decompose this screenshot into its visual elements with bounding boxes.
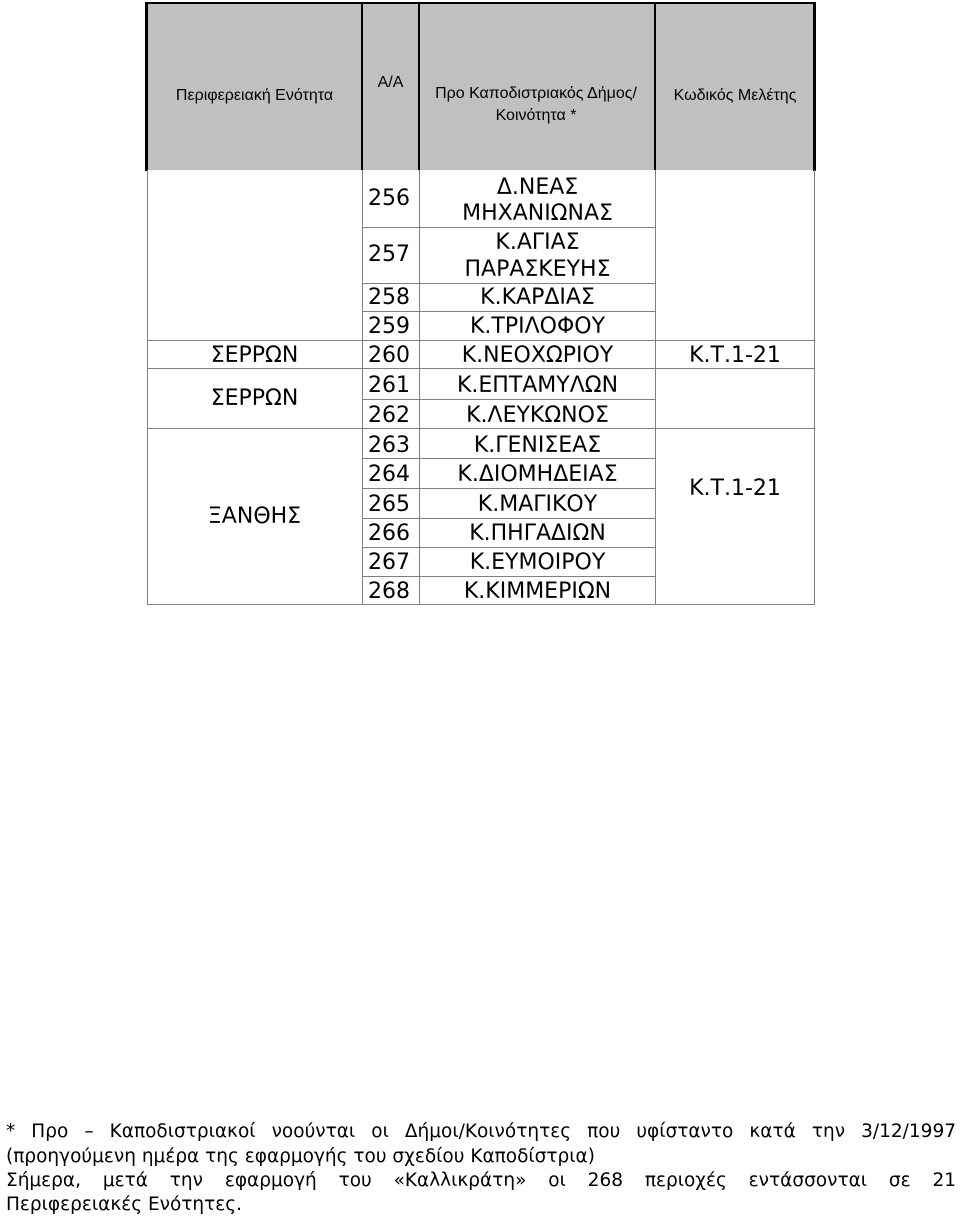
group-study-code: Κ.Τ.1-21	[689, 476, 781, 501]
footnote-line-1: * Προ – Καποδιστριακοί νοούνται οι Δήμοι/Κοινότητες που υφίσταντο κατά την 3/12/1997	[6, 1121, 956, 1142]
row-name: Κ.ΔΙΟΜΗΔΕΙΑΣ	[457, 462, 618, 487]
row-divider	[362, 311, 655, 312]
row-divider	[362, 399, 655, 400]
row-aa: 266	[368, 521, 410, 546]
group-region-xanthis: ΞΑΝΘΗΣ	[207, 504, 302, 529]
row-aa: 267	[368, 550, 410, 575]
footnote-line-4: Περιφερειακές Ενότητες.	[6, 1194, 243, 1215]
row-name: Κ.ΚΙΜΜΕΡΙΩΝ	[463, 579, 612, 604]
row-divider	[362, 518, 655, 519]
row-divider	[362, 488, 655, 489]
row-aa: 261	[368, 373, 410, 398]
body-right-border	[814, 170, 815, 605]
header-aa: Α/Α	[377, 74, 404, 91]
row-name-line1: Δ.ΝΕΑΣ	[496, 175, 579, 200]
row-aa: 259	[368, 314, 410, 339]
row-name-line1: Κ.ΑΓΙΑΣ	[495, 230, 580, 255]
row-divider	[362, 547, 655, 548]
group-region-serron: ΣΕΡΡΩΝ	[210, 386, 299, 411]
body-col-divider-1	[362, 170, 363, 605]
row-divider	[362, 576, 655, 577]
row-divider	[362, 227, 655, 228]
row-name: Κ.ΛΕΥΚΩΝΟΣ	[466, 403, 609, 428]
row-aa: 264	[368, 462, 410, 487]
body-col-divider-3	[655, 170, 656, 605]
row-name: Κ.ΕΥΜΟΙΡΟΥ	[469, 550, 606, 575]
row-name: Κ.ΓΕΝΙΣΕΑΣ	[473, 433, 602, 458]
row-divider	[147, 340, 814, 341]
row-study-code: Κ.Τ.1-21	[689, 343, 781, 368]
row-name: Κ.ΤΡΙΛΟΦΟΥ	[469, 314, 606, 339]
header-pre-kapodistrian: Προ Καποδιστριακός Δήμος/ Κοινότητα *	[435, 85, 637, 124]
row-aa: 257	[368, 242, 410, 267]
row-aa: 260	[368, 343, 410, 368]
row-aa: 268	[368, 579, 410, 604]
row-name-line2: ΠΑΡΑΣΚΕΥΗΣ	[464, 257, 611, 282]
row-name: Κ.ΜΑΓΙΚΟΥ	[477, 492, 598, 517]
row-name: Κ.ΠΗΓΑΔΙΩΝ	[469, 521, 606, 546]
row-name: Κ.ΝΕΟΧΩΡΙΟΥ	[461, 343, 614, 368]
row-aa: 263	[368, 433, 410, 458]
header-study-code: Κωδικός Μελέτης	[673, 87, 797, 104]
row-aa: 265	[368, 492, 410, 517]
row-aa: 256	[368, 186, 410, 211]
row-region: ΣΕΡΡΩΝ	[210, 343, 299, 368]
row-name: Κ.ΕΠΤΑΜΥΛΩΝ	[456, 373, 619, 398]
header-top-border	[145, 2, 816, 4]
header-region: Περιφερειακή Ενότητα	[175, 87, 334, 104]
row-aa: 262	[368, 403, 410, 428]
footnote-line-3: Σήμερα, μετά την εφαρμογή του «Καλλικράτη» οι 268 περιοχές εντάσσονται σε 21	[6, 1170, 956, 1191]
row-name: Κ.ΚΑΡΔΙΑΣ	[480, 285, 595, 310]
row-aa: 258	[368, 285, 410, 310]
header-divider-2	[418, 4, 420, 170]
row-name-line2: ΜΗΧΑΝΙΩΝΑΣ	[462, 201, 613, 226]
footnote-line-2: (προηγούμενη ημέρα της εφαρμογής του σχεδίου Καποδίστρια)	[6, 1146, 595, 1167]
